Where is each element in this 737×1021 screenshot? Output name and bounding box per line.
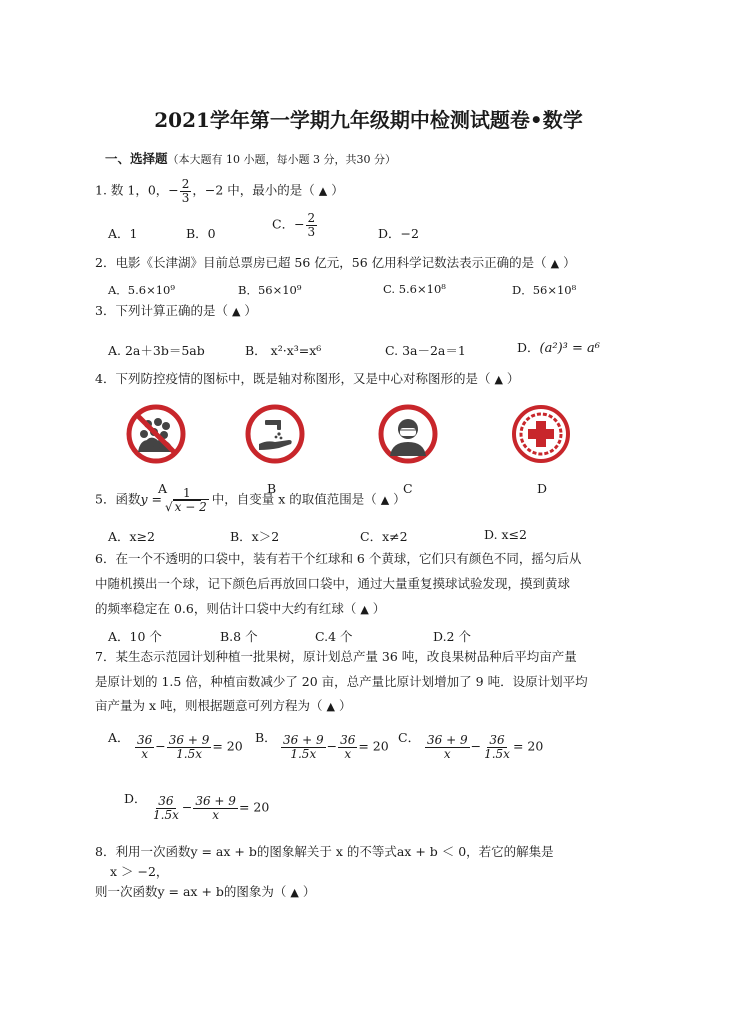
frac-den: x — [443, 746, 451, 761]
q8-close: ） — [302, 884, 316, 899]
answer-triangle: ▲ — [326, 700, 335, 713]
q5-option-a: A．x≥2 — [108, 529, 156, 544]
frac-num: 36 + 9 — [283, 733, 324, 747]
hand-washing-icon — [245, 404, 305, 464]
q8-line-1: 8．利用一次函数y = ax + b的图象解关于 x 的不等式ax + b ＜ 0，若它的解集是 — [95, 844, 554, 859]
q6-option-d: D.2 个 — [433, 629, 471, 644]
q7-line-1: 7．某生态示范园计划种植一批果树，原计划总产量 36 吨，改良果树品种后平均亩产量 — [95, 649, 577, 664]
q6-line-3: 的频率稳定在 0.6，则估计口袋中大约有红球（ — [95, 601, 357, 616]
q7-option-d — [150, 795, 269, 821]
q7-close: ） — [338, 698, 352, 713]
q4-label-b: B — [267, 481, 277, 496]
q5-y-equals: y = — [140, 491, 162, 507]
section-heading-note: （本大题有 10 小题，每小题 3 分，共30 分） — [167, 153, 396, 166]
q3-option-d-label: D． — [517, 340, 540, 355]
q6-option-a: A．10 个 — [108, 629, 162, 644]
q3-option-d-expr: (a²)³ = a⁶ — [539, 341, 600, 356]
equals-20: = 20 — [212, 738, 243, 754]
question-1 — [95, 178, 344, 204]
q1-option-c-prefix: C．− — [272, 216, 305, 232]
section-heading-label: 一、选择题 — [105, 151, 168, 166]
q5-frac-num: 1 — [173, 487, 201, 501]
q8-line-3: 则一次函数y = ax + b的图象为（ — [95, 884, 287, 899]
question-6-end — [95, 603, 385, 616]
q1-fraction — [180, 178, 192, 204]
answer-triangle: ▲ — [360, 603, 369, 616]
q6-option-b: B.8 个 — [220, 629, 258, 644]
frac-num: 36 + 9 — [168, 733, 210, 747]
q6-close: ） — [372, 601, 386, 616]
q1-option-c-num: 2 — [307, 211, 316, 225]
q1-close: ） — [331, 182, 344, 198]
answer-triangle: ▲ — [494, 373, 503, 386]
q7-option-c-label: C． — [398, 730, 421, 745]
q1-option-c-fraction — [306, 212, 318, 238]
q5-suffix: 中，自变量 x 的取值范围是（ — [211, 491, 377, 507]
q5-option-b: B．x＞2 — [230, 529, 280, 544]
frac-den: 1.5x — [153, 807, 179, 822]
q3-option-a: A. 2a＋3b＝5ab — [108, 343, 205, 358]
q5-prefix: 5．函数 — [95, 491, 141, 507]
q1-option-c-den: 3 — [307, 224, 316, 239]
no-gathering-icon — [126, 404, 186, 464]
q7-option-a-label: A． — [108, 730, 130, 745]
q3-close: ） — [244, 303, 257, 318]
q1-option-d: D．−2 — [378, 226, 419, 241]
frac-den: 1.5x — [290, 746, 317, 761]
q3-option-d — [517, 338, 600, 356]
q4-label-d: D — [537, 481, 548, 496]
question-5 — [95, 487, 406, 513]
page-title: 2021学年第一学期九年级期中检测试题卷•数学 — [154, 108, 583, 132]
q6-option-c: C.4 个 — [315, 629, 353, 644]
q8-line-2: x ＞ −2， — [110, 864, 169, 879]
q7-line-2: 是原计划的 1.5 倍，种植亩数减少了 20 亩，总产量比原计划增加了 9 吨．设原计划平均 — [95, 674, 588, 689]
frac-num: 36 — [137, 733, 153, 747]
section-heading — [105, 153, 396, 166]
minus-sign: − — [326, 738, 338, 754]
q4-label-c: C — [403, 481, 413, 496]
answer-triangle: ▲ — [290, 886, 299, 899]
frac-num: 36 — [158, 794, 174, 808]
medical-cross-icon — [511, 404, 571, 464]
q4-close: ） — [506, 371, 520, 386]
question-2 — [95, 257, 576, 270]
q1-minus: − — [168, 182, 179, 198]
q7-option-a — [134, 734, 243, 760]
q3-text: 3．下列计算正确的是（ — [95, 303, 228, 318]
frac-num: 36 + 9 — [195, 794, 236, 808]
q4-label-a: A — [158, 481, 168, 496]
q7-line-3: 亩产量为 x 吨，则根据题意可列方程为（ — [95, 698, 323, 713]
q5-close: ） — [393, 491, 406, 507]
q5-fraction — [163, 487, 211, 513]
answer-triangle: ▲ — [380, 493, 390, 507]
frac-den: 1.5x — [176, 746, 202, 761]
q2-option-b: B．56×10⁹ — [238, 283, 302, 297]
q5-frac-den: √ x − 2 — [164, 499, 207, 514]
answer-triangle: ▲ — [550, 257, 560, 270]
q5-option-c: C．x≠2 — [360, 529, 408, 544]
q2-option-d: D．56×10⁸ — [512, 283, 577, 297]
q1-prefix: 1. 数 1，0， — [95, 182, 169, 198]
minus-sign: − — [470, 738, 482, 754]
equals-20: = 20 — [238, 799, 270, 815]
q5-radicand: x − 2 — [174, 499, 207, 514]
q2-option-a: A．5.6×10⁹ — [108, 283, 175, 297]
frac-num: 36 + 9 — [427, 733, 468, 747]
wear-mask-icon — [378, 404, 438, 464]
question-7-end — [95, 700, 351, 713]
frac-den: x — [141, 746, 149, 761]
equals-20: = 20 — [512, 738, 544, 754]
q1-option-b: B．0 — [186, 226, 216, 241]
q6-line-2: 中随机摸出一个球，记下颜色后再放回口袋中，通过大量重复摸球试验发现，摸到黄球 — [95, 576, 571, 591]
question-4 — [95, 373, 519, 386]
q7-option-b-label: B． — [255, 730, 277, 745]
answer-triangle: ▲ — [231, 305, 241, 318]
q1-frac-den: 3 — [181, 190, 190, 205]
q1-option-a: A．1 — [108, 226, 138, 241]
frac-num: 36 — [340, 733, 356, 747]
minus-sign: − — [181, 799, 193, 815]
question-3 — [95, 305, 257, 318]
q4-text: 4．下列防控疫情的图标中，既是轴对称图形，又是中心对称图形的是（ — [95, 371, 491, 386]
question-8-end — [95, 886, 315, 899]
frac-den: x — [344, 746, 352, 761]
frac-num: 36 — [489, 733, 505, 747]
frac-den: 1.5x — [484, 746, 510, 761]
q3-option-c: C. 3a－2a＝1 — [385, 343, 466, 358]
q1-option-c — [272, 212, 318, 238]
q3-option-b: B． x²·x³=x⁶ — [245, 343, 322, 358]
q1-frac-num: 2 — [181, 177, 190, 191]
q7-option-c — [424, 734, 543, 760]
equals-20: = 20 — [358, 738, 389, 754]
q7-option-b — [280, 734, 389, 760]
q2-close: ） — [563, 255, 576, 270]
q7-option-d-label: D． — [124, 791, 147, 806]
q6-line-1: 6．在一个不透明的口袋中，装有若干个红球和 6 个黄球，它们只有颜色不同，摇匀后从 — [95, 551, 582, 566]
q2-option-c: C. 5.6×10⁸ — [383, 282, 446, 296]
q5-option-d: D. x≤2 — [484, 527, 527, 542]
answer-triangle: ▲ — [318, 184, 328, 198]
frac-den: x — [212, 807, 220, 822]
q1-suffix: ，−2 中，最小的是（ — [192, 182, 315, 198]
q2-text: 2．电影《长津湖》目前总票房已超 56 亿元，56 亿用科学记数法表示正确的是（ — [95, 255, 547, 270]
minus-sign: − — [155, 738, 166, 754]
